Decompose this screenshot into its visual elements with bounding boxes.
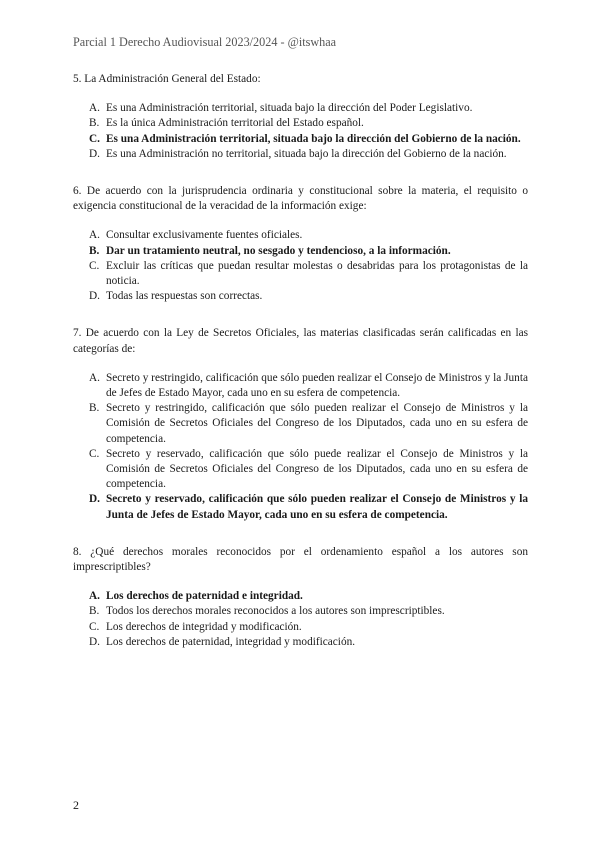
option-7b: B. Secreto y restringido, calificación que sólo pueden realizar el Consejo de Ministros y la Comisión de Secretos Oficiales del Congreso de los Diputados, cada uno en su esfera de competencia. <box>89 402 528 445</box>
options-list-6 <box>73 228 528 304</box>
options-list-8 <box>73 589 528 650</box>
question-7: 7. De acuerdo con la Ley de Secretos Oficiales, las materias clasificadas serán calificadas en las categorías de: <box>73 327 528 355</box>
option-6a: A. Consultar exclusivamente fuentes oficiales. <box>89 229 303 242</box>
option-6c: C. Excluir las críticas que puedan resultar molestas o desabridas para los protagonistas de la noticia. <box>89 259 528 288</box>
document-body <box>73 72 528 672</box>
option-7c: C. Secreto y reservado, calificación que sólo puede realizar el Consejo de Ministros y la Comisión de Secretos Oficiales del Congreso de los Diputados, cada uno en su esfera de competencia. <box>89 447 528 491</box>
option-8c: C. Los derechos de integridad y modificación. <box>89 620 302 633</box>
option-5c: C. Es una Administración territorial, situada bajo la dirección del Gobierno de la nación. <box>89 132 521 145</box>
options-list-7 <box>73 371 528 523</box>
option-7d: D. Secreto y reservado, calificación que sólo pueden realizar el Consejo de Ministros y la Junta de Jefes de Estado Mayor, cada uno en su esfera de competencia. <box>89 493 528 521</box>
option-8a: A. Los derechos de paternidad e integridad. <box>89 590 303 603</box>
option-5a: A. Es una Administración territorial, situada bajo la dirección del Poder Legislativo. <box>89 102 473 115</box>
question-6: 6. De acuerdo con la jurisprudencia ordinaria y constitucional sobre la materia, el requisito o exigencia constitucional de la veracidad de la información exige: <box>73 185 528 213</box>
option-5d: D. Es una Administración no territorial, situada bajo la dirección del Gobierno de la nación. <box>89 147 507 160</box>
page-number: 2 <box>73 798 79 812</box>
question-8: 8. ¿Qué derechos morales reconocidos por el ordenamiento español a los autores son imprescriptibles? <box>73 545 528 574</box>
question-5: 5. La Administración General del Estado: <box>73 73 261 85</box>
options-list-5 <box>73 101 528 162</box>
option-8b: B. Todos los derechos morales reconocidos a los autores son imprescriptibles. <box>89 605 445 618</box>
option-8d: D. Los derechos de paternidad, integridad y modificación. <box>89 635 356 648</box>
option-5b: B. Es la única Administración territorial del Estado español. <box>89 117 364 130</box>
page-header: Parcial 1 Derecho Audiovisual 2023/2024 - @itswhaa <box>73 35 337 49</box>
option-6d: D. Todas las respuestas son correctas. <box>89 290 263 303</box>
option-7a: A. Secreto y restringido, calificación que sólo pueden realizar el Consejo de Ministros y la Junta de Jefes de Estado Mayor, cada uno en su esfera de competencia. <box>89 371 528 400</box>
option-6b: B. Dar un tratamiento neutral, no sesgado y tendencioso, a la información. <box>89 244 451 257</box>
